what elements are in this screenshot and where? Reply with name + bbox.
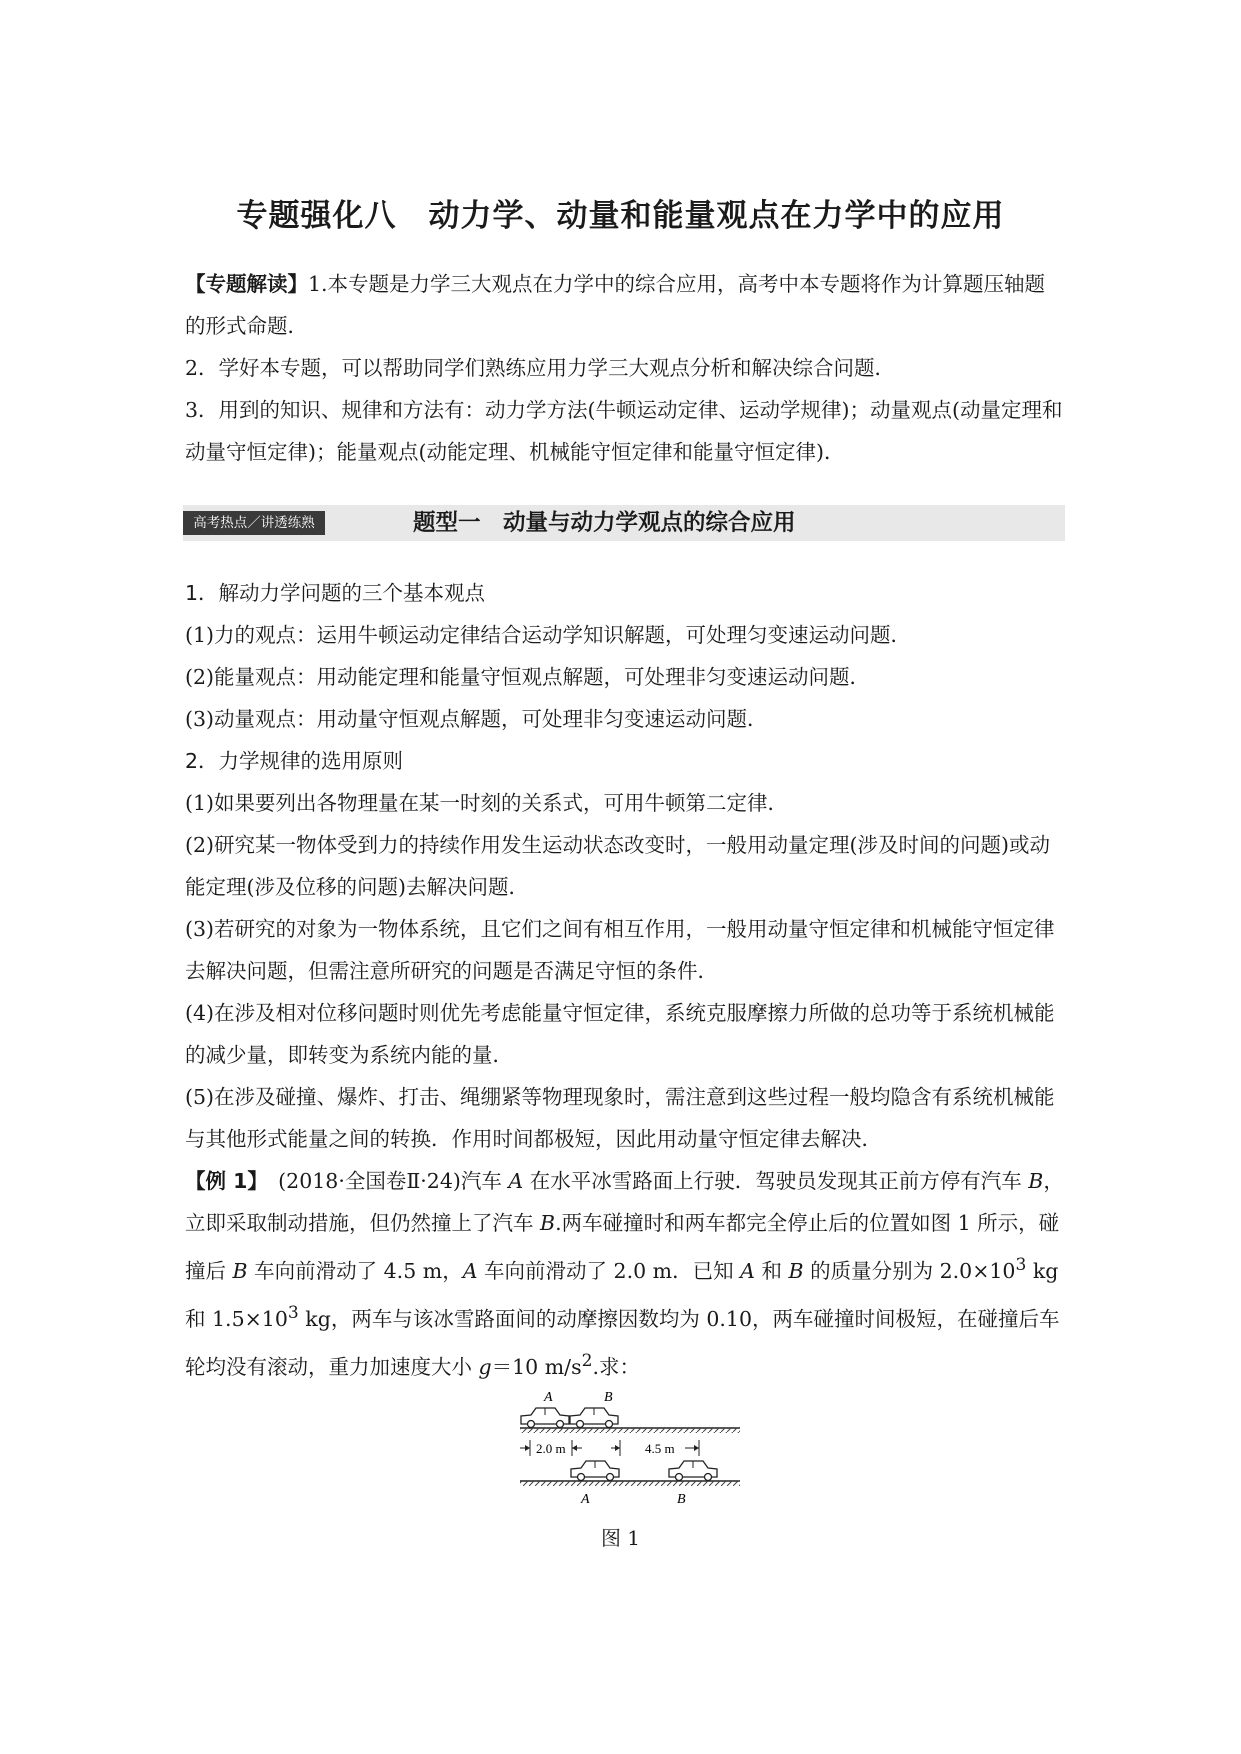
dimension-4-5m xyxy=(611,1440,699,1456)
var-b: B xyxy=(1028,1169,1044,1193)
section-1-item: (1)力的观点：运用牛顿运动定律结合运动学知识解题，可处理匀变速运动问题． xyxy=(185,623,912,647)
intro-paragraph-1 xyxy=(185,263,1065,347)
car-a-stopped-icon xyxy=(571,1461,619,1481)
example-text: .两车碰撞时和两车都完全停止后的位置如图 1 所示，碰撞后 xyxy=(185,1211,1060,1283)
bottom-label-b: B xyxy=(677,1492,686,1507)
intro-section xyxy=(185,263,1065,473)
section-2-item: (5)在涉及碰撞、爆炸、打击、绳绷紧等物理现象时，需注意到这些过程一般均隐含有系统机械能与其他形式能量之间的转换．作用时间都极短，因此用动量守恒定律去解决． xyxy=(185,1085,1055,1151)
car-collision-figure xyxy=(505,1378,745,1508)
bottom-road-hatch xyxy=(520,1481,740,1486)
intro-paragraph-3: 3．用到的知识、规律和方法有：动力学方法(牛顿运动定律、运动学规律)；动量观点(动量定理和动量守恒定律)；能量观点(动能定理、机械能守恒定律和能量守恒定律)． xyxy=(185,398,1063,464)
section-1-item: (2)能量观点：用动能定理和能量守恒观点解题，可处理非匀变速运动问题． xyxy=(185,665,871,689)
exponent: 2 xyxy=(581,1350,593,1371)
example-1 xyxy=(185,1160,1065,1387)
banner-tag: 高考热点／讲透练熟 xyxy=(183,511,325,535)
section-1-item: (3)动量观点：用动量守恒观点解题，可处理非匀变速运动问题． xyxy=(185,707,768,731)
example-text: kg，两车与该冰雪路面间的动摩擦因数均为 0.10，两车碰撞时间极短，在碰撞后车轮均没有滚动，重力加速度大小 xyxy=(185,1306,1060,1379)
var-g: g xyxy=(478,1354,492,1379)
example-text: 在水平冰雪路面上行驶．驾驶员发现其正前方停有汽车 xyxy=(523,1169,1029,1193)
car-b-stopped-icon xyxy=(669,1461,717,1481)
distance-4-5m-label: 4.5 m xyxy=(645,1441,675,1456)
section-1-heading: 1．解动力学问题的三个基本观点 xyxy=(185,581,486,605)
var-a: A xyxy=(462,1258,478,1283)
var-b: B xyxy=(232,1258,248,1283)
section-2-item: (2)研究某一物体受到力的持续作用发生运动状态改变时，一般用动量定理(涉及时间的问题)或动能定理(涉及位移的问题)去解决问题． xyxy=(185,833,1051,899)
example-text: 车向前滑动了 2.0 m．已知 xyxy=(477,1258,741,1283)
section-2-item: (4)在涉及相对位移问题时则优先考虑能量守恒定律，系统克服摩擦力所做的总功等于系统机械能的减少量，即转变为系统内能的量． xyxy=(185,1001,1055,1067)
intro-tag: 【专题解读】 xyxy=(185,272,308,296)
car-b-icon xyxy=(570,1408,618,1428)
distance-2m-label: 2.0 m xyxy=(536,1441,566,1456)
example-text: kg 和 1.5×10 xyxy=(185,1258,1059,1331)
bottom-label-a: A xyxy=(581,1492,590,1507)
top-label-b: B xyxy=(604,1390,613,1405)
exponent: 3 xyxy=(1015,1255,1027,1275)
example-text: 车向前滑动了 4.5 m， xyxy=(247,1258,463,1283)
car-a-icon xyxy=(521,1408,569,1428)
example-text: 汽车 xyxy=(460,1169,509,1193)
section-2-item: (1)如果要列出各物理量在某一时刻的关系式，可用牛顿第二定律． xyxy=(185,791,789,815)
example-text: ＝10 m/s xyxy=(491,1354,582,1379)
example-text: 和 xyxy=(754,1258,789,1283)
example-source: (2018·全国卷Ⅱ·24) xyxy=(278,1169,461,1193)
example-label: 【例 1】 xyxy=(185,1169,258,1193)
section-2-item: (3)若研究的对象为一物体系统，且它们之间有相互作用，一般用动量守恒定律和机械能守恒定律去解决问题，但需注意所研究的问题是否满足守恒的条件． xyxy=(185,917,1055,983)
section-banner xyxy=(183,505,1065,541)
example-text: ，立即采取制动措施，但仍然撞上了汽车 xyxy=(185,1169,1064,1235)
example-text: .求： xyxy=(592,1354,641,1379)
var-b: B xyxy=(788,1258,804,1283)
page-title: 专题强化八 动力学、动量和能量观点在力学中的应用 xyxy=(236,198,1005,234)
section-2-heading: 2．力学规律的选用原则 xyxy=(185,749,404,773)
var-a: A xyxy=(740,1258,755,1283)
dimension-2m xyxy=(520,1440,582,1456)
top-road-hatch xyxy=(520,1428,740,1433)
intro-text-1: 1.本专题是力学三大观点在力学中的综合应用，高考中本专题将作为计算题压轴题的形式命题． xyxy=(185,272,1046,338)
intro-paragraph-2: 2．学好本专题，可以帮助同学们熟练应用力学三大观点分析和解决综合问题． xyxy=(185,356,896,380)
figure-caption: 图 1 xyxy=(600,1526,641,1550)
main-body xyxy=(185,572,1065,1387)
example-text: 的质量分别为 2.0×10 xyxy=(803,1258,1016,1283)
var-b: B xyxy=(540,1211,556,1235)
exponent: 3 xyxy=(287,1302,299,1323)
var-a: A xyxy=(508,1169,524,1193)
top-label-a: A xyxy=(544,1390,553,1405)
banner-title: 题型一 动量与动力学观点的综合应用 xyxy=(413,510,796,536)
